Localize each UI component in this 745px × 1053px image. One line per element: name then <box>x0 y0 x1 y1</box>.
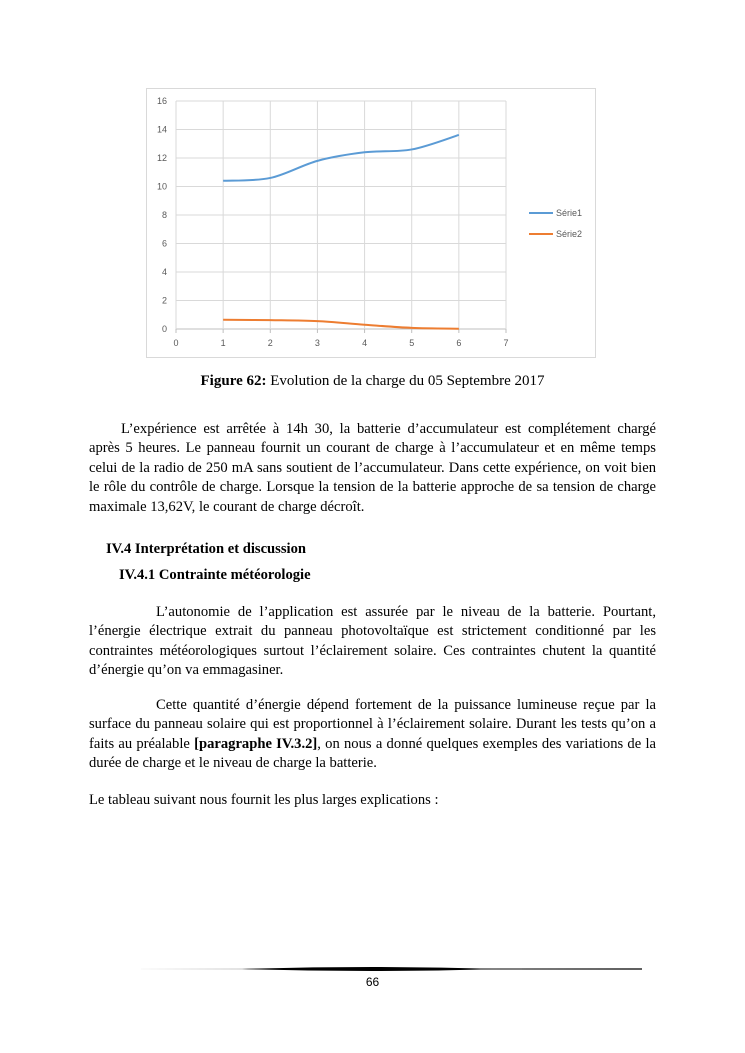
paragraph-energy-text-2: , on nous a donné quelques exemples des variations de la durée de charge et le niveau de charge la batterie. <box>89 735 656 772</box>
y-tick-label: 0 <box>161 324 167 334</box>
figure-caption <box>0 373 745 390</box>
y-tick-label: 2 <box>161 295 167 306</box>
paragraph-experiment: L’expérience est arrêtée à 14h 30, la batterie d’accumulateur est complétement chargé après 5 heures. Le panneau fournit un courant de charge à l’accumulateur et en même temps celui de la radio de 250 mA sans soutient de l’accumulateur. Dans cette expérience, on voit bien le rôle du contrôle de charge. Lorsque la tension de la batterie approche de sa tension de charge maximale 13,62V, le courant de charge décroît. <box>89 421 656 515</box>
x-tick-label: 5 <box>409 338 415 348</box>
legend-label-1: Série1 <box>556 208 583 218</box>
figure-caption-text: Evolution de la charge du 05 Septembre 2017 <box>266 373 545 389</box>
paragraph-reference: [paragraphe IV.3.2] <box>194 735 318 752</box>
footer-rule <box>102 966 642 972</box>
x-tick-label: 1 <box>220 338 226 348</box>
legend-label-2: Série2 <box>556 229 583 239</box>
x-tick-label: 0 <box>173 338 179 348</box>
page-number: 66 <box>365 975 380 989</box>
paragraph-energy <box>89 696 656 774</box>
x-tick-label: 2 <box>267 338 273 348</box>
figure-label: Figure 62: <box>200 373 267 389</box>
line-chart <box>146 88 596 358</box>
series-line-2 <box>223 320 459 329</box>
subsection-heading: IV.4.1 Contrainte météorologie <box>119 567 311 583</box>
x-tick-label: 4 <box>362 338 368 348</box>
x-tick-label: 6 <box>456 338 462 348</box>
y-tick-label: 14 <box>156 124 167 135</box>
y-tick-label: 6 <box>161 238 167 249</box>
chart-svg <box>147 89 597 359</box>
paragraph-autonomy: L’autonomie de l’application est assurée par le niveau de la batterie. Pourtant, l’énergie électrique extrait du panneau photovoltaïque est strictement conditionné par les contraintes météorologiques surtout l’éclairement solaire. Ces contraintes chutent la quantité d’énergie qu’on va emmagasiner. <box>89 604 656 679</box>
paragraph-table-intro: Le tableau suivant nous fournit les plus larges explications : <box>89 792 439 808</box>
y-tick-label: 12 <box>156 153 167 163</box>
section-heading: IV.4 Interprétation et discussion <box>106 541 307 557</box>
x-tick-label: 7 <box>503 338 509 348</box>
y-tick-label: 4 <box>161 267 167 277</box>
y-tick-label: 8 <box>161 210 167 220</box>
paragraph-energy-text-1: Cette quantité d’énergie dépend fortement de la puissance lumineuse reçue par la surface du panneau solaire qui est proportionnel à l’éclairement solaire. Durant les tests qu’on a faits au préalable <box>89 697 656 752</box>
x-tick-label: 3 <box>314 338 320 348</box>
y-tick-label: 10 <box>156 181 167 192</box>
y-tick-label: 16 <box>156 96 167 106</box>
